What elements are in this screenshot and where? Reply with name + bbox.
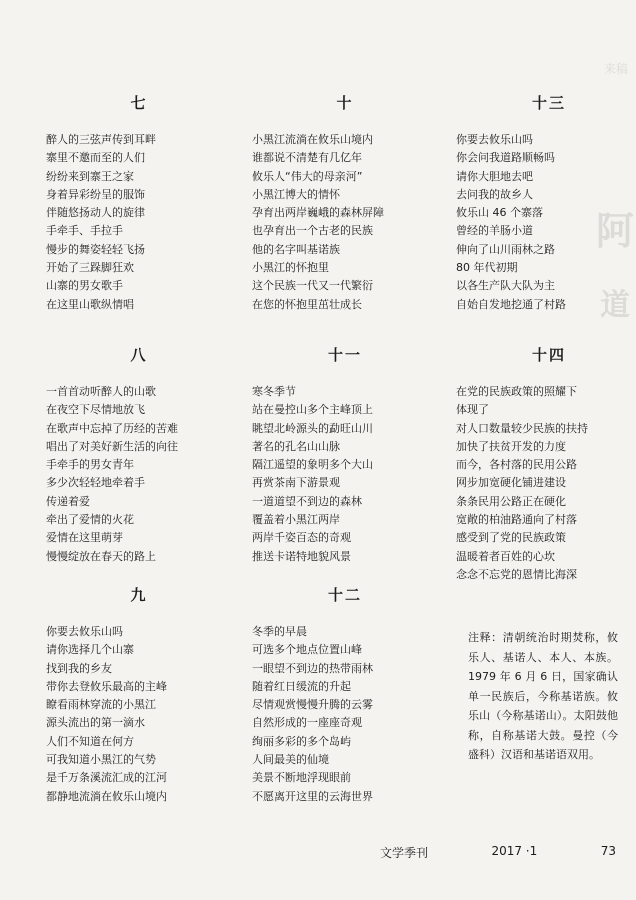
poem-line: 孕育出两岸巍峨的森林屏障	[252, 206, 384, 220]
poem-line: 在党的民族政策的照耀下	[456, 385, 577, 398]
poem-line: 多少次轻轻地牵着手	[46, 476, 145, 490]
poem-line: 这个民族一代又一代繁衍	[252, 279, 373, 293]
poem-fourteen	[456, 344, 636, 584]
poem-line: 寒冬季节	[252, 385, 296, 398]
poem-line: 体现了	[456, 403, 489, 417]
page-footer	[380, 844, 616, 861]
poem-line: 冬季的早晨	[252, 625, 307, 638]
poem-line: 在歌声中忘掉了历经的苦难	[46, 421, 178, 435]
poem-line: 推送卡诺特地貌风景	[252, 549, 351, 563]
poem-line: 念念不忘党的恩情比海深	[456, 567, 577, 581]
poem-line: 可我知道小黑江的气势	[46, 753, 156, 767]
poem-line: 是千万条溪流汇成的江河	[46, 771, 167, 785]
poem-line: 小黑江的怀抱里	[252, 261, 329, 275]
poem-thirteen	[456, 92, 636, 314]
poem-line: 小黑江博大的情怀	[252, 187, 340, 201]
poem-line: 自然形成的一座座奇观	[252, 716, 362, 730]
poem-line: 在夜空下尽情地放飞	[46, 403, 145, 417]
poem-line: 人们不知道在何方	[46, 734, 134, 748]
poem-line: 他的名字叫基诺族	[252, 242, 340, 256]
poem-title: 十一	[327, 346, 362, 364]
poem-line: 纷纷来到寨王之家	[46, 169, 134, 183]
poem-title: 八	[130, 346, 148, 364]
poem-line: 你要去攸乐山吗	[456, 133, 533, 146]
poem-line: 可选多个地点位置山峰	[252, 643, 362, 657]
poem-line: 网步加宽硬化铺进建设	[456, 476, 566, 490]
poem-line: 开始了三跺脚狂欢	[46, 261, 134, 275]
poem-line: 在这里山歌纵情唱	[46, 297, 134, 311]
poem-line: 唱出了对美好新生活的向往	[46, 439, 178, 453]
poem-line: 你会问我道路顺畅吗	[456, 151, 555, 165]
poem-line: 源头流出的第一滴水	[46, 716, 145, 730]
poem-line: 谁都说不清楚有几亿年	[252, 151, 362, 165]
poem-line: 找到我的乡友	[46, 661, 112, 675]
poem-line: 小黑江流淌在攸乐山境内	[252, 133, 373, 146]
footnote: 注释：清朝统治时期焚称，攸乐人、基诺人、本人、本族。1979 年 6 月 6 日，国家确认单一民族后，今称基诺族。攸乐山（今称基诺山）。太阳鼓他称，自称基诺大鼓。曼控（今盛科）汉语和基诺语双用。	[468, 631, 618, 761]
poem-title: 九	[130, 586, 148, 604]
poem-line: 寨里不邀而至的人们	[46, 151, 145, 165]
poem-line: 传递着爱	[46, 494, 90, 508]
poem-nine	[46, 584, 232, 806]
poem-line: 你要去攸乐山吗	[46, 625, 123, 638]
poem-line: 攸乐山 46 个寨落	[456, 206, 543, 220]
poem-line: 伴随悠扬动人的旋律	[46, 206, 145, 220]
page-number: 73	[600, 844, 616, 858]
poem-line: 著名的孔名山山脉	[252, 439, 340, 453]
poem-line: 带你去登攸乐最高的主峰	[46, 679, 167, 693]
poem-title: 七	[130, 94, 148, 112]
poem-line: 请你大胆地去吧	[456, 169, 533, 183]
poem-line: 对人口数量较少民族的扶持	[456, 421, 588, 435]
poem-line: 身着异彩纷呈的服饰	[46, 187, 145, 201]
poem-line: 爱情在这里萌芽	[46, 531, 123, 545]
bleed-through-char: 道	[600, 288, 630, 323]
poem-line: 请你选择几个山寨	[46, 643, 134, 657]
poem-line: 加快了扶贫开发的力度	[456, 439, 566, 453]
journal-name: 文学季刊	[380, 846, 429, 860]
poem-line: 一首首动听醉人的山歌	[46, 385, 156, 398]
poem-line: 去问我的故乡人	[456, 187, 533, 201]
poem-line: 不愿离开这里的云海世界	[252, 789, 373, 803]
poem-eleven	[252, 344, 438, 566]
poem-line: 一道道望不到边的森林	[252, 494, 362, 508]
poem-title: 十二	[327, 586, 362, 604]
poem-line: 攸乐人“伟大的母亲河”	[252, 169, 363, 183]
poem-line: 绚丽多彩的多个岛屿	[252, 734, 351, 748]
poem-line: 80 年代初期	[456, 261, 518, 275]
poem-line: 以各生产队大队为主	[456, 279, 555, 293]
poem-line: 人间最美的仙境	[252, 753, 329, 767]
poem-line: 伸向了山川雨林之路	[456, 242, 555, 256]
poem-line: 山寨的男女歌手	[46, 279, 123, 293]
poem-line: 手牵手的男女青年	[46, 458, 134, 472]
poem-line: 手牵手、手拉手	[46, 224, 123, 238]
poem-line: 都静地流淌在攸乐山境内	[46, 789, 167, 803]
poem-title: 十四	[531, 346, 566, 364]
poem-line: 再赏茶南下游景观	[252, 476, 340, 490]
poem-line: 尽情观赏慢慢升腾的云雾	[252, 698, 373, 712]
poem-line: 两岸千姿百态的奇观	[252, 531, 351, 545]
poem-seven	[46, 92, 232, 314]
poem-line: 也孕育出一个古老的民族	[252, 224, 373, 238]
poem-line: 隔江遥望的象明多个大山	[252, 458, 373, 472]
poem-line: 美景不断地浮现眼前	[252, 771, 351, 785]
issue-number: 2017 ·1	[491, 844, 538, 858]
poem-line: 自始自发地挖通了村路	[456, 297, 566, 311]
poem-line: 温暖着者百姓的心坎	[456, 549, 555, 563]
poem-title: 十	[336, 94, 354, 112]
poem-line: 在您的怀抱里茁壮成长	[252, 297, 362, 311]
poem-line: 而今，各村落的民用公路	[456, 458, 577, 472]
poem-line: 随着红日缓流的升起	[252, 679, 351, 693]
poem-twelve	[252, 584, 438, 806]
poem-title: 十三	[531, 94, 566, 112]
bleed-through-char: 阿	[596, 208, 635, 253]
poem-ten	[252, 92, 438, 314]
poem-line: 条条民用公路正在硬化	[456, 494, 566, 508]
poem-line: 曾经的羊肠小道	[456, 224, 533, 238]
poem-line: 一眼望不到边的热带雨林	[252, 661, 373, 675]
bleed-through-text: 来稿	[604, 62, 629, 76]
poem-line: 感受到了党的民族政策	[456, 531, 566, 545]
poem-line: 慢步的舞姿轻轻飞扬	[46, 242, 145, 256]
poem-line: 眺望北岭源头的勐旺山川	[252, 421, 373, 435]
poem-line: 覆盖着小黑江两岸	[252, 513, 340, 527]
poem-line: 瞭看雨林穿流的小黑江	[46, 698, 156, 712]
poem-line: 慢慢绽放在春天的路上	[46, 549, 156, 563]
poem-line: 宽敞的柏油路通向了村落	[456, 513, 577, 527]
poem-eight	[46, 344, 232, 566]
poem-line: 醉人的三弦声传到耳畔	[46, 133, 156, 146]
poem-line: 牵出了爱情的火花	[46, 513, 134, 527]
poem-line: 站在曼控山多个主峰顶上	[252, 403, 373, 417]
